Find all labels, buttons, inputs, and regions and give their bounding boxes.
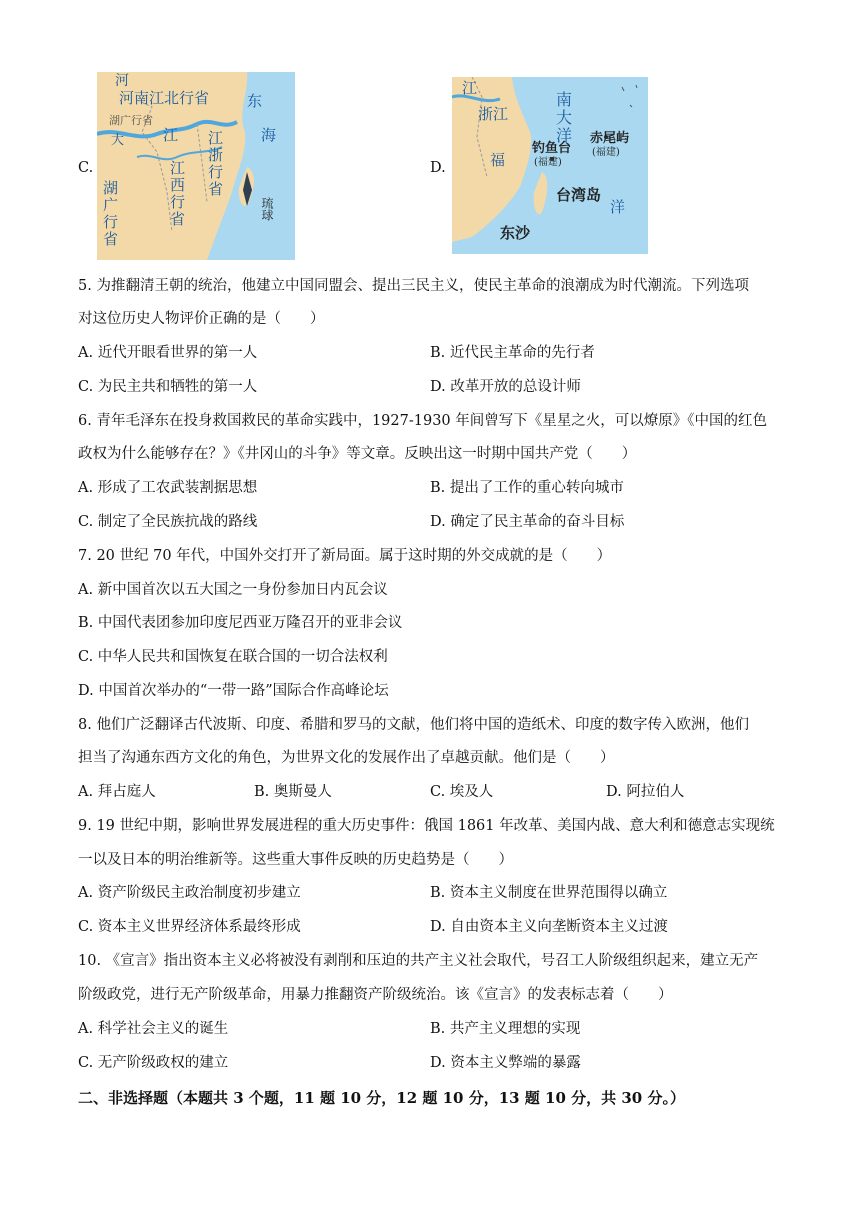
map-d-label: 大 [556,108,573,127]
map-c-label: 湖广行省 [109,114,153,127]
question-8-text: 8. 他们广泛翻译古代波斯、印度、希腊和罗马的文献，他们将中国的造纸术、印度的数字传入欧洲，他们 [78,717,749,733]
q7-option-d: D. 中国首次举办的“一带一路”国际合作高峰论坛 [78,683,389,699]
q9-option-a: A. 资产阶级民主政治制度初步建立 [78,885,301,901]
map-c-label: 湖广行省 [101,180,119,248]
q8-option-c: C. 埃及人 [430,784,494,800]
question-10-text: 10. 《宣言》指出资本主义必将被没有剥削和压迫的共产主义社会取代，号召工人阶级组织起来，建立无产 [78,953,759,969]
q5-option-a: A. 近代开眼看世界的第一人 [78,345,258,361]
question-9-text: 9. 19 世纪中期，影响世界发展进程的重大历史事件：俄国 1861 年改革、美国内战、意大利和德意志实现统 [78,818,775,834]
map-option-c [97,72,295,260]
option-c-label: C. [78,160,94,176]
map-d-label: (福建) [592,147,620,158]
q10-option-c: C. 无产阶级政权的建立 [78,1055,229,1071]
map-d-label: 江 [462,79,478,97]
map-c-label: 东 [247,92,263,110]
q6-option-c: C. 制定了全民族抗战的路线 [78,514,258,530]
map-d-label: 台湾岛 [556,186,602,204]
map-c-label: 河南江北行省 [119,89,210,107]
map-option-d [452,77,648,254]
map-d-label: 浙江 [478,105,509,123]
map-c-label: 河 [115,73,129,89]
map-c-label: 江浙行省 [206,130,224,198]
question-10-text: 阶级政党，进行无产阶级革命，用暴力推翻资产阶级统治。该《宣言》的发表标志着（ ） [78,987,673,1003]
q10-option-a: A. 科学社会主义的诞生 [78,1021,229,1037]
map-c-label: 琉球 [260,197,274,221]
map-d-label: 南 [556,90,573,109]
map-d-label: 洋 [556,126,573,145]
q10-option-b: B. 共产主义理想的实现 [430,1021,581,1037]
q6-option-a: A. 形成了工农武装割据思想 [78,480,258,496]
q10-option-d: D. 资本主义弊端的暴露 [430,1055,581,1071]
q8-option-d: D. 阿拉伯人 [606,784,685,800]
map-d-label: 洋 [610,198,626,216]
q5-option-b: B. 近代民主革命的先行者 [430,345,595,361]
question-5-text: 5. 为推翻清王朝的统治，他建立中国同盟会、提出三民主义，使民主革命的浪潮成为时代潮流。下列选项 [78,278,749,294]
map-d-label: 福 [490,151,506,169]
q5-option-d: D. 改革开放的总设计师 [430,379,581,395]
q9-option-b: B. 资本主义制度在世界范围得以确立 [430,885,668,901]
q8-option-a: A. 拜占庭人 [78,784,156,800]
question-6-text: 政权为什么能够存在？》《井冈山的斗争》等文章。反映出这一时期中国共产党（ ） [78,446,637,462]
map-c-label: 大 [111,133,125,148]
map-c-label: 江西行省 [168,160,186,228]
map-d-label: (福建) [534,157,562,168]
q9-option-c: C. 资本主义世界经济体系最终形成 [78,919,301,935]
option-d-label: D. [430,160,446,176]
question-8-text: 担当了沟通东西方文化的角色，为世界文化的发展作出了卓越贡献。他们是（ ） [78,750,615,766]
q8-option-b: B. 奥斯曼人 [254,784,332,800]
q5-option-c: C. 为民主共和牺牲的第一人 [78,379,258,395]
map-d-label: 赤尾屿 [590,131,630,146]
section-2-heading: 二、非选择题（本题共 3 个题，11 题 10 分，12 题 10 分，13 题 10 分，共 30 分。） [78,1089,685,1107]
map-c-label: 江 [163,126,179,144]
map-d-label: 东沙 [500,224,531,242]
q7-option-b: B. 中国代表团参加印度尼西亚万隆召开的亚非会议 [78,615,403,631]
question-7-text: 7. 20 世纪 70 年代，中国外交打开了新局面。属于这时期的外交成就的是（ ） [78,548,612,564]
question-6-text: 6. 青年毛泽东在投身救国救民的革命实践中，1927-1930 年间曾写下《星星之火，可以燎原》《中国的红色 [78,413,768,429]
q7-option-c: C. 中华人民共和国恢复在联合国的一切合法权利 [78,649,388,665]
question-5-text: 对这位历史人物评价正确的是（ ） [78,311,325,327]
q6-option-d: D. 确定了民主革命的奋斗目标 [430,514,625,530]
q6-option-b: B. 提出了工作的重心转向城市 [430,480,624,496]
map-d-label: 钓鱼台 [532,141,572,156]
q9-option-d: D. 自由资本主义向垄断资本主义过渡 [430,919,668,935]
map-c-label: 海 [261,126,277,144]
q7-option-a: A. 新中国首次以五大国之一身份参加日内瓦会议 [78,582,388,598]
question-9-text: 一以及日本的明治维新等。这些重大事件反映的历史趋势是（ ） [78,852,513,868]
